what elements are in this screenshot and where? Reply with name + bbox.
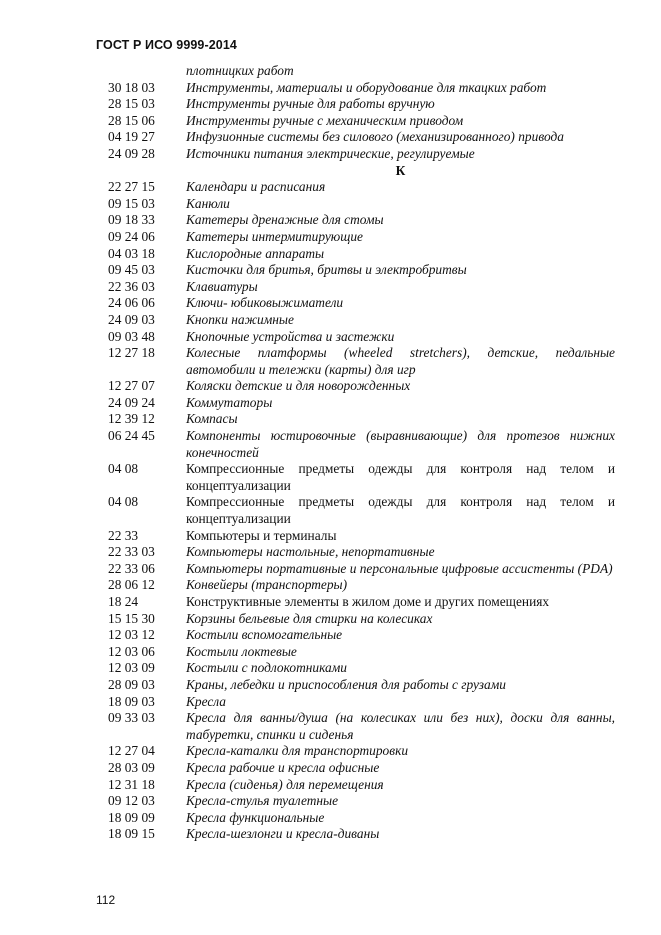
index-entry (108, 146, 615, 163)
index-entry (108, 196, 615, 213)
entry-text: Кресла (сиденья) для перемещения (186, 776, 384, 792)
index-entry (108, 544, 615, 561)
entry-code: 22 33 06 (108, 560, 155, 576)
entry-code: 22 33 03 (108, 544, 155, 560)
entry-text: Коммутаторы (186, 394, 273, 410)
index-entry (108, 777, 615, 794)
section-letter: К (395, 162, 406, 178)
page-number: 112 (96, 893, 116, 907)
index-entry (108, 760, 615, 777)
entry-code: 18 09 15 (108, 826, 155, 842)
entry-text: Костыли локтевые (186, 643, 297, 659)
index-entry (108, 428, 615, 461)
entry-code: 12 03 06 (108, 643, 155, 659)
entry-text: Компьютеры настольные, непортативные (186, 544, 435, 560)
entry-text: Костыли вспомогательные (186, 627, 343, 643)
index-entry (108, 644, 615, 661)
index-entry (108, 528, 615, 545)
index-entry (108, 329, 615, 346)
index-entry (108, 345, 615, 378)
entry-text: Корзины бельевые для стирки на колесиках (186, 610, 433, 626)
entry-code: 12 27 18 (108, 345, 155, 361)
index-entry (108, 113, 615, 130)
entry-code: 09 24 06 (108, 228, 155, 244)
index-entry (108, 743, 615, 760)
entry-text: Инструменты, материалы и оборудование для ткацких работ (186, 79, 547, 95)
entry-code: 06 24 45 (108, 428, 155, 444)
entry-text: Кресла для ванны/душа (на колесиках или без них), доски для ванны, табуретки, спинки и сиденья (186, 710, 615, 742)
entry-code: 18 09 09 (108, 809, 155, 825)
entry-text: Компоненты юстировочные (выравнивающие) для протезов нижних конечностей (186, 428, 615, 460)
entry-text: Костыли с подлокотниками (186, 660, 347, 676)
entry-text: Коляски детские и для новорожденных (186, 378, 411, 394)
entry-text: Кресла (186, 693, 226, 709)
entry-code: 12 39 12 (108, 411, 155, 427)
entry-code: 09 03 48 (108, 328, 155, 344)
entry-code: 28 09 03 (108, 676, 155, 692)
index-entry (108, 810, 615, 827)
entry-text: Кресла-каталки для транспортировки (186, 743, 409, 759)
index-entry (108, 246, 615, 263)
index-entry (108, 63, 615, 80)
entry-text: Колесные платформы (wheeled stretchers), детские, педальные автомобили и тележки (карты) для игр (186, 345, 615, 377)
entry-text: Кресла функциональные (186, 809, 325, 825)
entry-text: Инфузионные системы без силового (механизированного) привода (186, 129, 564, 145)
index-entry (108, 229, 615, 246)
entry-code: 18 09 03 (108, 693, 155, 709)
index-entry (108, 710, 615, 743)
entry-code: 30 18 03 (108, 79, 155, 95)
entry-text: Компрессионные предметы одежды для контроля над телом и концептуализации (186, 494, 615, 527)
index-entry (108, 262, 615, 279)
entry-text: Инструменты ручные для работы вручную (186, 96, 435, 112)
index-entry (108, 179, 615, 196)
entry-text: Катетеры интермитирующие (186, 228, 363, 244)
entry-code: 09 12 03 (108, 793, 155, 809)
entry-code: 28 03 09 (108, 759, 155, 775)
entry-text: Кисточки для бритья, бритвы и электробритвы (186, 262, 467, 278)
entry-code: 09 45 03 (108, 262, 155, 278)
entry-text: Конструктивные элементы в жилом доме и других помещениях (186, 594, 550, 609)
index-entry (108, 295, 615, 312)
entry-code: 15 15 30 (108, 610, 155, 626)
entry-code: 12 27 07 (108, 378, 155, 394)
index-entry (108, 312, 615, 329)
entry-text: Источники питания электрические, регулируемые (186, 145, 475, 161)
index-entry (108, 611, 615, 628)
entry-code: 24 09 24 (108, 394, 155, 410)
index-entry (108, 494, 615, 527)
index-entry (108, 660, 615, 677)
entry-text: Катетеры дренажные для стомы (186, 212, 384, 228)
entry-code: 09 18 33 (108, 212, 155, 228)
index-entry (108, 577, 615, 594)
entry-code: 18 24 (108, 594, 139, 609)
entry-text: Компрессионные предметы одежды для контроля над телом и концептуализации (186, 461, 615, 493)
entry-text: Канюли (186, 195, 230, 211)
entry-text: Кресла рабочие и кресла офисные (186, 759, 380, 775)
entry-text: Календари и расписания (186, 179, 326, 195)
index-entry (108, 694, 615, 711)
entry-code: 22 27 15 (108, 179, 155, 195)
entry-code: 24 06 06 (108, 295, 155, 311)
index-entry (108, 129, 615, 146)
entry-code: 12 27 04 (108, 743, 155, 759)
index-entry (108, 677, 615, 694)
index-entry (108, 96, 615, 113)
entry-code: 24 09 03 (108, 311, 155, 327)
entry-code: 28 15 06 (108, 112, 155, 128)
entry-code: 24 09 28 (108, 145, 155, 161)
entry-text: Кресла-стулья туалетные (186, 793, 339, 809)
entry-code: 04 08 (108, 494, 139, 510)
entry-code: 04 03 18 (108, 245, 155, 261)
entry-code: 09 15 03 (108, 195, 155, 211)
entry-code: 22 33 (108, 527, 139, 543)
entry-code: 12 03 09 (108, 660, 155, 676)
index-entry (108, 793, 615, 810)
entry-code: 09 33 03 (108, 710, 155, 726)
index-entry (108, 561, 615, 578)
index-entry (108, 378, 615, 395)
entry-code: 28 06 12 (108, 577, 155, 593)
entry-text: Ключи- юбиковыжиматели (186, 295, 344, 311)
document-header: ГОСТ Р ИСО 9999-2014 (96, 38, 237, 52)
entry-text: Инструменты ручные с механическим приводом (186, 112, 464, 128)
entry-text: плотницких работ (186, 63, 294, 78)
index-entry (108, 594, 615, 611)
entry-text: Кресла-шезлонги и кресла-диваны (186, 826, 380, 842)
entry-code (108, 63, 186, 80)
entry-code: 12 31 18 (108, 776, 155, 792)
entry-text: Кнопки нажимные (186, 311, 294, 327)
entry-code: 04 19 27 (108, 129, 155, 145)
index-entry (108, 627, 615, 644)
index-entry (108, 411, 615, 428)
entry-code: 12 03 12 (108, 627, 155, 643)
index-entries (108, 63, 615, 843)
entry-code: 04 08 (108, 461, 139, 477)
entry-code: 22 36 03 (108, 278, 155, 294)
entry-text: Кислородные аппараты (186, 245, 325, 261)
entry-code: 28 15 03 (108, 96, 155, 112)
index-entry (108, 80, 615, 97)
entry-text: Кнопочные устройства и застежки (186, 328, 395, 344)
index-entry (108, 461, 615, 494)
entry-text: Компасы (186, 411, 238, 427)
index-entry (108, 212, 615, 229)
entry-text: Конвейеры (транспортеры) (186, 577, 348, 593)
entry-text: Компьютеры портативные и персональные цифровые ассистенты (PDA) (186, 560, 613, 576)
entry-text: Компьютеры и терминалы (186, 527, 337, 543)
entry-text: Краны, лебедки и приспособления для работы с грузами (186, 676, 506, 692)
index-entry (108, 279, 615, 296)
index-entry (108, 826, 615, 843)
entry-text: Клавиатуры (186, 278, 258, 294)
index-entry (108, 395, 615, 412)
